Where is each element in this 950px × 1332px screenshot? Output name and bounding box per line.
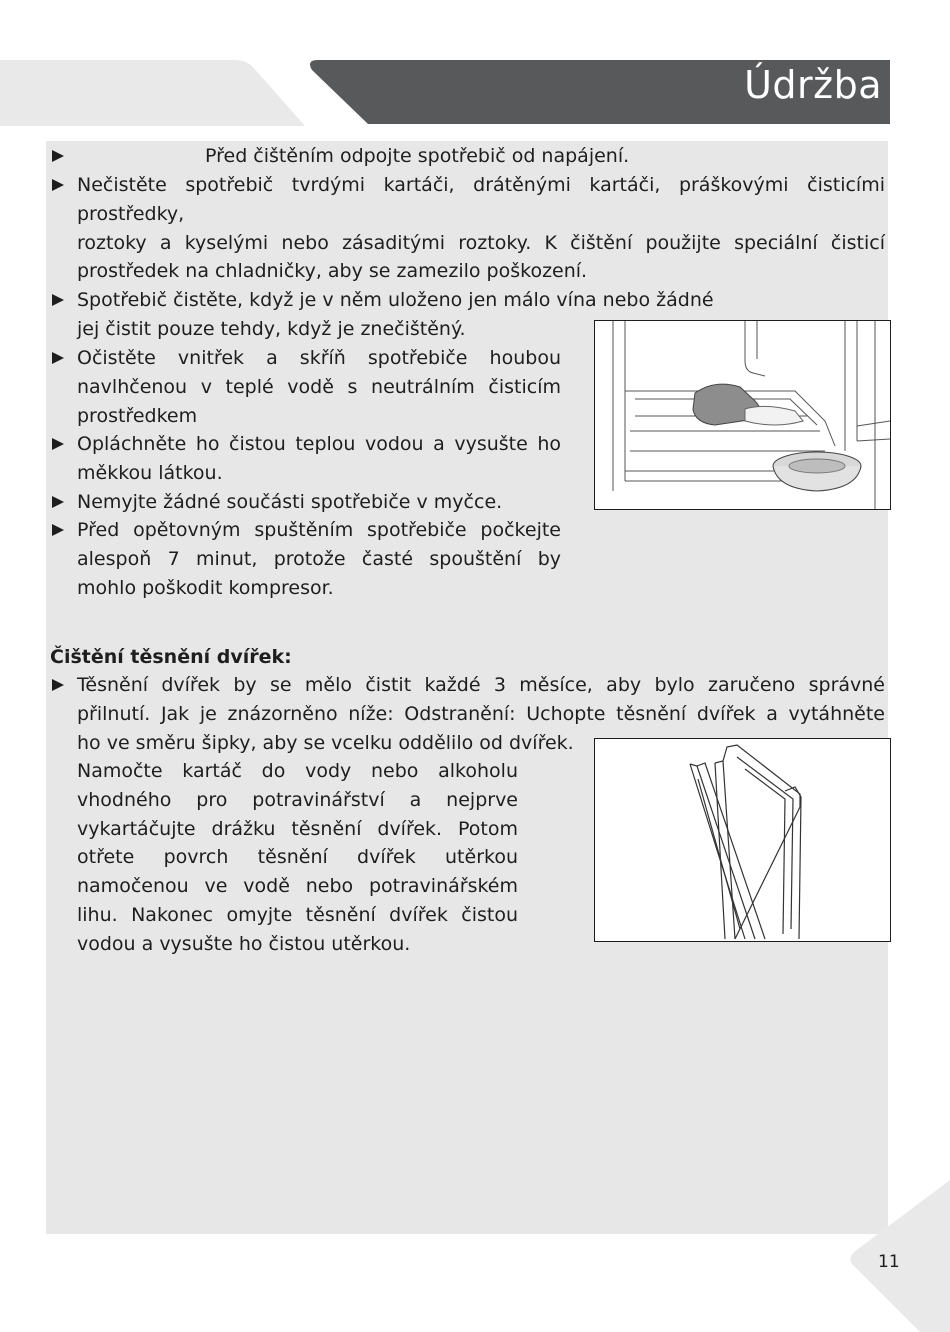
cabinet-cleaning-icon [595, 321, 890, 509]
door-seal-illustration [594, 738, 891, 942]
door-seal-icon [595, 739, 890, 941]
paragraph: Namočte kartáč do vody nebo alkoholu vhodného pro potravinářství a nejprve vykartáčujte drážku těsnění dvířek. Potom otřete povrch těsnění dvířek utěrkou namočenou ve vodě nebo potravinářském lihu. Nakonec omyjte těsnění dvířek čistou vodou a vysušte ho čistou utěrkou. [77, 760, 518, 955]
bullet-icon [52, 179, 64, 191]
page-number: 11 [878, 1252, 900, 1272]
bullet-icon [52, 679, 64, 691]
list-item: Opláchněte ho čistou teplou vodou a vysušte ho měkkou látkou. [77, 433, 561, 484]
list-item: Těsnění dvířek by se mělo čistit každé 3 měsíce, aby bylo zaručeno správné přilnutí. Jak je znázorněno níže: Odstranění: Uchopte těsnění dvířek a vytáhněte ho ve směru šipky, aby se vcelku oddělilo od dvířek. [77, 674, 885, 754]
bullet-icon [52, 150, 64, 162]
list-item: Před opětovným spuštěním spotřebiče počkejte alespoň 7 minut, protože časté spouštění by mohlo poškodit kompresor. [77, 519, 561, 599]
corner-decoration [850, 1180, 950, 1332]
bullet-icon [52, 352, 64, 364]
list-item: Nemyjte žádné součásti spotřebiče v myčce. [77, 491, 503, 513]
list-item: Spotřebič čistěte, když je v něm uloženo jen málo vína nebo žádné jej čistit pouze tehdy, když je znečištěný. [77, 289, 714, 340]
warning-text: Před čištěním odpojte spotřebič od napájení. [205, 145, 630, 167]
list-item: Nečistěte spotřebič tvrdými kartáči, drátěnými kartáči, práškovými čisticími prostředky, roztoky a kyselými nebo zásaditými roztoky. K čištění použijte speciální čisticí prostředek na chladničky, aby se zamezilo poškození. [77, 174, 885, 283]
list-item: Očistěte vnitřek a skříň spotřebiče houbou navlhčenou v teplé vodě s neutrálním čisticím prostředkem [77, 347, 561, 427]
page-title: Údržba [744, 63, 882, 107]
bullet-icon [52, 496, 64, 508]
cleaning-illustration [594, 320, 891, 510]
bullet-icon [52, 438, 64, 450]
section-heading: Čištění těsnění dvířek: [50, 646, 292, 668]
bullet-icon [52, 294, 64, 306]
bullet-icon [52, 524, 64, 536]
